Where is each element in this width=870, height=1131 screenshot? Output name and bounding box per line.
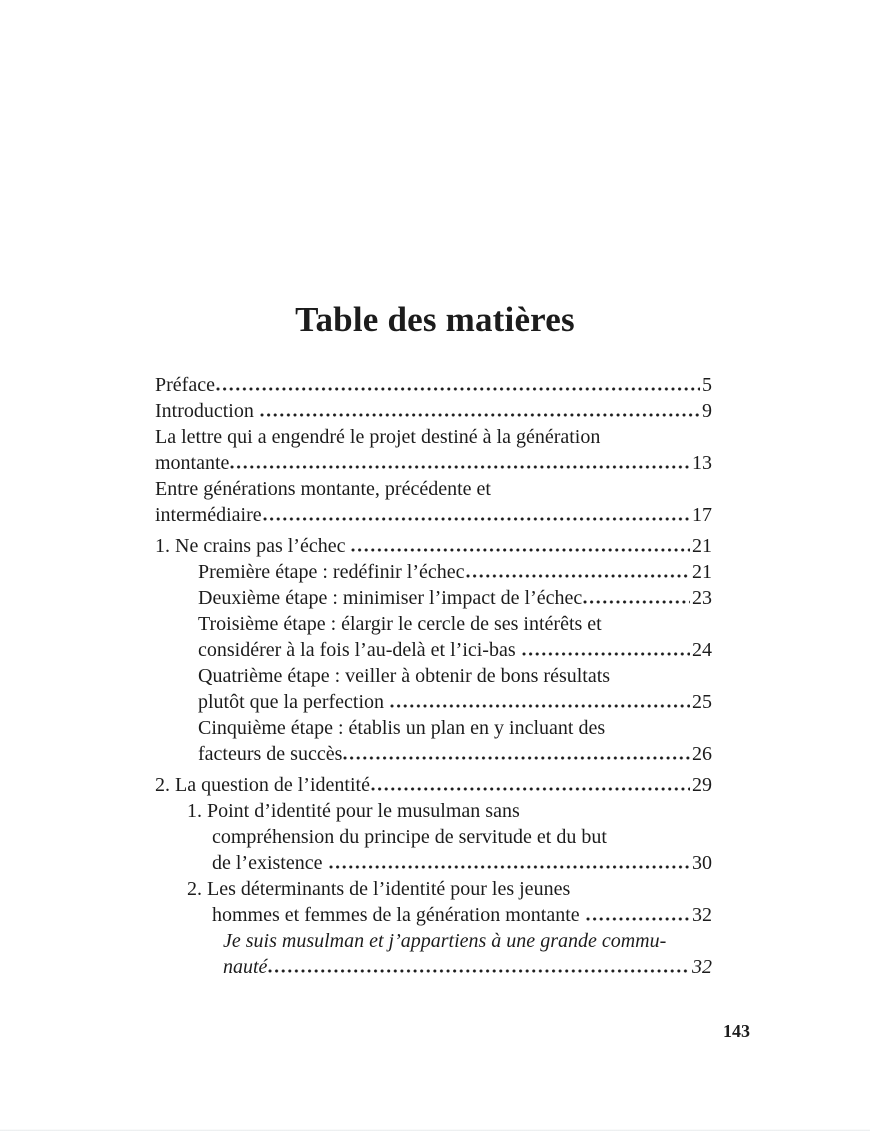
dot-leader [268, 969, 690, 973]
toc-entry-page: 24 [692, 639, 712, 661]
page-title: Table des matières [295, 300, 575, 340]
toc-entry-page: 29 [692, 774, 712, 796]
toc-entry-page: 23 [692, 587, 712, 609]
toc-entry [155, 663, 712, 715]
dot-leader [586, 917, 690, 921]
toc-entry [155, 876, 712, 928]
toc-line [155, 424, 712, 450]
toc-line [155, 476, 712, 502]
toc-line [155, 398, 712, 424]
toc-line [155, 611, 712, 637]
dot-leader [230, 465, 690, 469]
toc-entry-page: 30 [692, 852, 712, 874]
toc-line [155, 954, 712, 980]
toc-line [155, 689, 712, 715]
toc-entry-label: Deuxième étape : minimiser l’impact de l’échec [198, 587, 583, 609]
toc-entry [155, 585, 712, 611]
toc-entry-label: 2. Les déterminants de l’identité pour les jeunes [187, 878, 571, 900]
toc-line [155, 772, 712, 798]
toc-entry-label: 1. Point d’identité pour le musulman sans [187, 800, 520, 822]
page-number: 143 [723, 1021, 750, 1041]
dot-leader [466, 574, 690, 578]
toc-line [155, 663, 712, 689]
toc-entry [155, 928, 712, 980]
toc-entry-label: Quatrième étape : veiller à obtenir de bons résultats [198, 665, 611, 687]
dot-leader [390, 704, 690, 708]
toc-entry-label: de l’existence [212, 852, 328, 874]
toc-line [155, 715, 712, 741]
toc-entry-label: plutôt que la perfection [198, 691, 390, 713]
toc-entry-label: Entre générations montante, précédente et [155, 478, 491, 500]
toc-line [155, 902, 712, 928]
toc-line [155, 876, 712, 902]
toc-entry [155, 772, 712, 798]
toc-entry [155, 398, 712, 424]
dot-leader [351, 548, 690, 552]
toc-line [155, 850, 712, 876]
toc-line [155, 824, 712, 850]
toc-line [155, 637, 712, 663]
toc-entry-label: Introduction [155, 400, 259, 422]
toc-entry-page: 21 [692, 535, 712, 557]
table-of-contents [155, 372, 712, 980]
toc-line [155, 585, 712, 611]
toc-entry-label: 1. Ne crains pas l’échec [155, 535, 351, 557]
dot-leader [371, 787, 690, 791]
toc-entry-label: Je suis musulman et j’appartiens à une grande commu- [223, 930, 667, 952]
dot-leader [522, 652, 690, 656]
toc-entry-page: 26 [692, 743, 712, 765]
toc-entry-label: Troisième étape : élargir le cercle de ses intérêts et [198, 613, 602, 635]
toc-entry-label: Préface [155, 374, 215, 396]
toc-entry-label: compréhension du principe de servitude et du but [212, 826, 607, 848]
toc-entry [155, 533, 712, 559]
toc-entry-page: 13 [692, 452, 712, 474]
toc-line [155, 450, 712, 476]
toc-entry [155, 559, 712, 585]
toc-entry-page: 32 [692, 904, 712, 926]
toc-entry-label: facteurs de succès [198, 743, 343, 765]
toc-line [155, 372, 712, 398]
toc-entry [155, 715, 712, 767]
toc-entry-page: 32 [692, 956, 712, 978]
dot-leader [216, 387, 700, 391]
toc-entry-label: Cinquième étape : établis un plan en y incluant des [198, 717, 606, 739]
dot-leader [343, 756, 690, 760]
toc-line [155, 533, 712, 559]
toc-line [155, 502, 712, 528]
toc-entry-label: nauté [223, 956, 268, 978]
toc-entry-label: montante [155, 452, 230, 474]
toc-entry-page: 9 [702, 400, 712, 422]
toc-entry [155, 372, 712, 398]
toc-line [155, 559, 712, 585]
toc-entry-page: 17 [692, 504, 712, 526]
toc-entry [155, 798, 712, 876]
toc-entry-page: 5 [702, 374, 712, 396]
toc-entry-label: Première étape : redéfinir l’échec [198, 561, 465, 583]
toc-entry-label: considérer à la fois l’au-delà et l’ici-bas [198, 639, 521, 661]
toc-entry-label: hommes et femmes de la génération montante [212, 904, 585, 926]
toc-entry-page: 25 [692, 691, 712, 713]
toc-line [155, 928, 712, 954]
dot-leader [583, 600, 690, 604]
toc-line [155, 798, 712, 824]
toc-entry-label: intermédiaire [155, 504, 262, 526]
toc-entry-label: 2. La question de l’identité [155, 774, 370, 796]
dot-leader [260, 413, 700, 417]
dot-leader [329, 865, 691, 869]
toc-entry [155, 476, 712, 528]
toc-line [155, 741, 712, 767]
toc-entry-label: La lettre qui a engendré le projet destiné à la génération [155, 426, 601, 448]
toc-entry [155, 611, 712, 663]
dot-leader [263, 517, 690, 521]
toc-entry [155, 424, 712, 476]
toc-entry-page: 21 [692, 561, 712, 583]
